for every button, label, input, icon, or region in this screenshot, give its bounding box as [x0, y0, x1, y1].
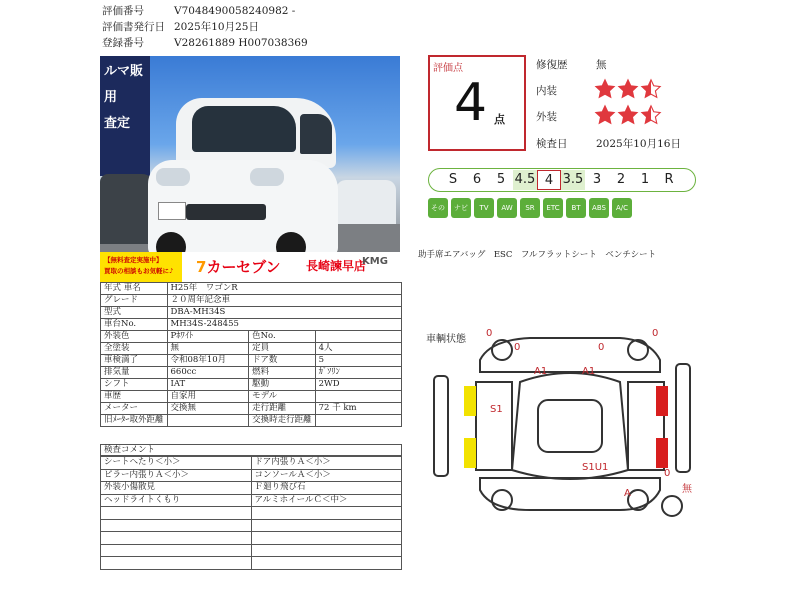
spec-row — [101, 319, 402, 331]
car-photo — [100, 56, 400, 252]
grille — [186, 204, 266, 220]
spec-value-2: 2WD — [315, 379, 401, 391]
score-unit: 点 — [494, 113, 505, 126]
star-icon — [640, 104, 662, 126]
mark-left-side: S1 — [490, 404, 503, 415]
grade-item: R — [664, 172, 674, 187]
interior-label: 内装 — [536, 85, 557, 97]
spec-key-2: ドア数 — [249, 355, 316, 367]
sign-text-1: ルマ販 — [104, 64, 144, 79]
spec-key: シフト — [101, 379, 168, 391]
registration-label: 登録番号 — [102, 37, 144, 49]
comment-cell: シートへたり＜小＞ — [101, 457, 252, 470]
side-window — [300, 114, 332, 154]
spec-key-2: 色No. — [249, 331, 316, 343]
comment-cell — [251, 544, 402, 557]
repair-label: 修復歴 — [536, 59, 568, 71]
comment-row — [101, 544, 402, 557]
logo-text: カーセブン — [206, 258, 281, 276]
score-value: 4 — [454, 73, 488, 133]
spec-key: 車検満了 — [101, 355, 168, 367]
kmg-logo: KMG — [362, 256, 388, 267]
comment-row — [101, 457, 402, 470]
mark-hood-left: A1 — [534, 366, 548, 377]
left-side — [476, 382, 512, 470]
plan-view-roof — [538, 400, 602, 452]
spec-key: 車台No. — [101, 319, 168, 331]
spec-key: 外装色 — [101, 331, 168, 343]
spec-row — [101, 343, 402, 355]
comment-row — [101, 469, 402, 482]
front-bumper — [434, 376, 448, 476]
lamp-front-right — [464, 438, 476, 468]
score-label: 評価点 — [433, 63, 463, 74]
spec-value: H25年 ワゴンR — [167, 283, 401, 295]
spec-row — [101, 367, 402, 379]
promo-line-2: 買取の相談もお気軽に♪ — [104, 267, 174, 275]
rear-bumper — [676, 364, 690, 472]
spec-value: 自家用 — [167, 391, 249, 403]
equipment-icon: ABS — [589, 198, 609, 218]
lamp-rear-right — [656, 438, 668, 468]
comments-table — [100, 456, 402, 570]
star-icon — [594, 104, 616, 126]
grade-item: 1 — [640, 172, 650, 187]
comment-cell — [251, 507, 402, 520]
spec-key: 年式 車名 — [101, 283, 168, 295]
eval-number: V7048490058240982 - — [174, 5, 296, 17]
spec-value-2: 5 — [315, 355, 401, 367]
score-box — [428, 55, 526, 151]
equipment-icon: A/C — [612, 198, 632, 218]
spec-key: 全塗装 — [101, 343, 168, 355]
comment-cell: ドア内張りＡ＜小＞ — [251, 457, 402, 470]
equipment-icon: AW — [497, 198, 517, 218]
mark-door-top-rear: 0 — [598, 342, 605, 353]
equipment-icon: SR — [520, 198, 540, 218]
spec-row — [101, 403, 402, 415]
spec-value: 交換無 — [167, 403, 249, 415]
spec-row — [101, 283, 402, 295]
spec-row — [101, 307, 402, 319]
comment-cell — [251, 532, 402, 545]
registration-number: V28261889 H007038369 — [174, 37, 308, 49]
issue-date: 2025年10月25日 — [174, 21, 259, 33]
mark-door-top: 0 — [514, 342, 521, 353]
comment-cell: ヘッドライトくもり — [101, 494, 252, 507]
spec-key-2: モデル — [249, 391, 316, 403]
spec-row — [101, 391, 402, 403]
star-icon — [594, 78, 616, 100]
equipment-text: 助手席エアバッグ ESC フルフラットシート ベンチシート — [418, 250, 657, 260]
shop-name: 長崎諫早店 — [306, 259, 367, 273]
diagram-title: 車輌状態 — [426, 334, 466, 345]
equipment-icon: ETC — [543, 198, 563, 218]
comments-title: 検査コメント — [100, 444, 402, 456]
logo-number: 7 — [196, 258, 207, 276]
comment-row — [101, 519, 402, 532]
comment-cell — [101, 519, 252, 532]
eval-number-label: 評価番号 — [102, 5, 144, 17]
dealer-banner — [100, 252, 400, 282]
mark-hood-right: A1 — [582, 366, 596, 377]
spec-value: 令和08年10月 — [167, 355, 249, 367]
grade-item: S — [448, 172, 458, 187]
spec-key: メーター — [101, 403, 168, 415]
grade-scale — [428, 168, 696, 192]
equipment-icon: その他 — [428, 198, 448, 218]
repair-value: 無 — [596, 59, 607, 71]
promo-box — [100, 252, 182, 282]
spec-value: MH34S-248455 — [167, 319, 401, 331]
mark-spare: 無 — [682, 484, 692, 495]
comment-cell: 外装小傷散見 — [101, 482, 252, 495]
headlight-right — [250, 168, 284, 186]
exterior-stars — [594, 104, 662, 126]
spec-row — [101, 331, 402, 343]
issue-date-label: 評価書発行日 — [102, 21, 165, 33]
grade-item: 3 — [592, 172, 602, 187]
interior-stars — [594, 78, 662, 100]
comment-cell — [251, 519, 402, 532]
spec-key: 型式 — [101, 307, 168, 319]
spec-key: 排気量 — [101, 367, 168, 379]
spec-key-2: 定員 — [249, 343, 316, 355]
mark-front-top: 0 — [486, 328, 493, 339]
spec-value: Pﾎﾜｲﾄ — [167, 331, 249, 343]
headlight-left — [156, 168, 190, 186]
registration-row — [102, 35, 308, 51]
spec-key-2: 駆動 — [249, 379, 316, 391]
spec-value: DBA-MH34S — [167, 307, 401, 319]
spec-value: IAT — [167, 379, 249, 391]
spec-value: 660cc — [167, 367, 249, 379]
carseven-logo — [196, 256, 281, 277]
spec-row — [101, 415, 402, 427]
spec-value-2 — [315, 331, 401, 343]
lamp-rear-left — [656, 386, 668, 416]
star-icon — [640, 78, 662, 100]
grade-item: 3.5 — [561, 170, 585, 190]
dealer-sign — [100, 56, 150, 176]
license-plate — [158, 202, 186, 220]
damage-diagram — [420, 320, 710, 520]
comment-row — [101, 482, 402, 495]
comment-cell: アルミホイールＣ＜中＞ — [251, 494, 402, 507]
equipment-icon: BT — [566, 198, 586, 218]
side-view-top — [480, 338, 660, 372]
spec-key: グレード — [101, 295, 168, 307]
sign-text-3: 査定 — [104, 116, 131, 131]
spec-value: 無 — [167, 343, 249, 355]
mark-bottom-door: S1U1 — [582, 462, 609, 473]
inspect-label: 検査日 — [536, 138, 568, 150]
spec-key-2: 交換時走行距離 — [249, 415, 316, 427]
grade-item: 6 — [472, 172, 482, 187]
spec-key: 旧ﾒｰﾀｰ取外距離 — [101, 415, 168, 427]
spare-wheel — [662, 496, 682, 516]
star-icon — [617, 104, 639, 126]
promo-line-1: 【無料査定実施中】 — [104, 256, 163, 264]
grade-item: 4.5 — [513, 170, 537, 190]
spec-value-2: 4人 — [315, 343, 401, 355]
equipment-icon: TV — [474, 198, 494, 218]
inspect-date: 2025年10月16日 — [596, 138, 681, 150]
mark-bottom-wheel: A — [624, 488, 631, 499]
equipment-icon: ナビ — [451, 198, 471, 218]
spec-row — [101, 295, 402, 307]
spec-value-2: ｶﾞｿﾘﾝ — [315, 367, 401, 379]
spec-row — [101, 355, 402, 367]
issue-date-row — [102, 19, 259, 35]
comment-row — [101, 557, 402, 570]
wheel-top-rear — [628, 340, 648, 360]
mark-rear-bottom: 0 — [664, 468, 671, 479]
comment-cell — [251, 557, 402, 570]
comment-cell: コンソールＡ＜小＞ — [251, 469, 402, 482]
spec-key-2: 燃料 — [249, 367, 316, 379]
comment-cell: ピラー内張りＡ＜小＞ — [101, 469, 252, 482]
grade-item: 4 — [537, 170, 561, 190]
comment-row — [101, 494, 402, 507]
comment-row — [101, 532, 402, 545]
side-view-bottom — [480, 478, 660, 510]
spec-value-2 — [315, 391, 401, 403]
spec-key-2: 走行距離 — [249, 403, 316, 415]
spec-value-2 — [315, 415, 401, 427]
comment-cell: Ｆ廻り飛び石 — [251, 482, 402, 495]
comment-cell — [101, 557, 252, 570]
background-car — [336, 180, 396, 230]
mark-rear-top: 0 — [652, 328, 659, 339]
spec-value — [167, 415, 249, 427]
spec-row — [101, 379, 402, 391]
star-icon — [617, 78, 639, 100]
comment-cell — [101, 507, 252, 520]
comment-cell — [101, 532, 252, 545]
grade-item: 5 — [496, 172, 506, 187]
comment-row — [101, 507, 402, 520]
spec-value: ２０周年記念車 — [167, 295, 401, 307]
eval-number-row — [102, 3, 295, 19]
sign-text-2: 用 — [104, 90, 118, 105]
spec-table — [100, 282, 402, 427]
comment-cell — [101, 544, 252, 557]
exterior-label: 外装 — [536, 111, 557, 123]
equipment-icons — [428, 198, 632, 232]
grade-item: 2 — [616, 172, 626, 187]
lamp-front-left — [464, 386, 476, 416]
plan-view-body — [512, 373, 628, 479]
windshield — [192, 106, 296, 152]
spec-value-2: 72 千 km — [315, 403, 401, 415]
spec-key: 車歴 — [101, 391, 168, 403]
